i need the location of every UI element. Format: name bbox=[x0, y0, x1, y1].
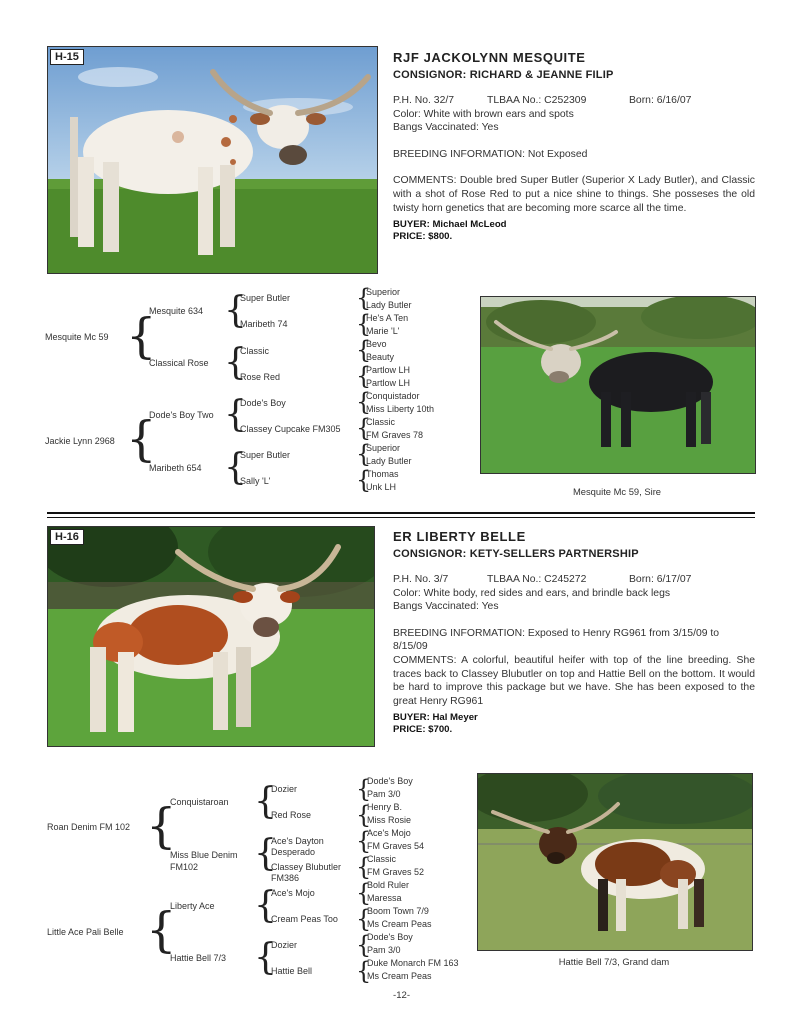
pedigree-gen2-item: Miss Blue Denim FM102 bbox=[170, 850, 238, 872]
animal-name: ER LIBERTY BELLE bbox=[393, 529, 526, 544]
brace: { bbox=[146, 902, 177, 958]
color-description: Color: White body, red sides and ears, and brindle back legs bbox=[393, 587, 671, 599]
pedigree-gen4-item: Classic bbox=[366, 417, 396, 427]
pedigree-gen3-item: Super Butler bbox=[240, 450, 291, 460]
lot-header-h16 bbox=[393, 529, 755, 735]
pedigree-gen3-item: Hattie Bell bbox=[271, 966, 313, 976]
brace: { bbox=[356, 801, 372, 829]
birth-date: Born: 6/17/07 bbox=[629, 574, 692, 585]
brace: { bbox=[356, 905, 372, 933]
pedigree-gen4-item: Ms Cream Peas bbox=[367, 919, 432, 929]
pedigree-gen4-item: He's A Ten bbox=[366, 313, 409, 323]
pedigree-gen2-item: Liberty Ace bbox=[170, 901, 215, 911]
pedigree-gen3-item: Rose Red bbox=[240, 372, 281, 382]
breeding-information: BREEDING INFORMATION: Exposed to Henry RG961 from 3/15/09 to 8/15/09 bbox=[393, 627, 720, 653]
pedigree-gen4-item: Unk LH bbox=[366, 482, 397, 492]
brace: { bbox=[146, 798, 177, 854]
grand-dam-photo-h16 bbox=[477, 773, 753, 951]
section-divider bbox=[47, 517, 755, 518]
cow-photo-h15 bbox=[48, 47, 377, 273]
tlbaa-number: TLBAA No.: C252309 bbox=[487, 95, 587, 106]
pedigree-gen3-item: Ace's Mojo bbox=[271, 888, 315, 898]
lot-info bbox=[393, 573, 755, 708]
brace: { bbox=[254, 937, 277, 978]
registration-row bbox=[393, 94, 755, 108]
color-description: Color: White with brown ears and spots bbox=[393, 108, 574, 120]
brace: { bbox=[356, 336, 372, 364]
breeding-information: BREEDING INFORMATION: Not Exposed bbox=[393, 148, 588, 160]
pedigree-gen4-item: FM Graves 52 bbox=[367, 867, 425, 877]
bull-photo bbox=[481, 297, 755, 473]
registration-row bbox=[393, 573, 755, 587]
animal-name: RJF JACKOLYNN MESQUITE bbox=[393, 50, 586, 65]
cow-photo-h16 bbox=[48, 527, 374, 746]
price: PRICE: $700. bbox=[393, 724, 453, 736]
brace: { bbox=[356, 284, 372, 312]
pedigree-gen4-item: Pam 3/0 bbox=[367, 945, 401, 955]
brace: { bbox=[254, 781, 277, 822]
ph-number: P.H. No. 3/7 bbox=[393, 574, 449, 585]
lot-header-h15 bbox=[393, 50, 755, 242]
pedigree-gen3-item: Ace's Dayton Desperado bbox=[271, 836, 324, 857]
brace: { bbox=[356, 957, 372, 985]
pedigree-gen4-item: Beauty bbox=[366, 352, 395, 362]
lot-info bbox=[393, 94, 755, 215]
pedigree-gen2-item: Maribeth 654 bbox=[149, 463, 202, 473]
pedigree-gen4-item: Marie 'L' bbox=[366, 326, 400, 336]
sire-photo-h15 bbox=[480, 296, 756, 474]
brace: { bbox=[126, 411, 157, 467]
pedigree-gen4-item: Duke Monarch FM 163 bbox=[367, 958, 459, 968]
pedigree-sire: Roan Denim FM 102 bbox=[47, 822, 131, 832]
buyer: BUYER: Michael McLeod bbox=[393, 219, 507, 231]
price: PRICE: $800. bbox=[393, 231, 453, 243]
pedigree-gen4-item: Ms Cream Peas bbox=[367, 971, 432, 981]
pedigree-gen4-item: Bevo bbox=[366, 339, 387, 349]
pedigree-gen4-item: Boom Town 7/9 bbox=[367, 906, 429, 916]
bangs-vaccinated: Bangs Vaccinated: Yes bbox=[393, 601, 499, 613]
pedigree-gen4-item: Maressa bbox=[367, 893, 402, 903]
pedigree-gen4-item: Miss Rosie bbox=[367, 815, 412, 825]
pedigree-gen4-item: Bold Ruler bbox=[367, 880, 410, 890]
comments: COMMENTS: A colorful, beautiful heifer with top of the line breeding. She traces back to Classey Blubutler on top and Hattie Bell on the bottom. It would be hard to improve this package but we have. She has been exposed to the great Henry RG961 bbox=[393, 654, 755, 707]
brace: { bbox=[356, 931, 372, 959]
brace: { bbox=[356, 440, 372, 468]
pedigree-gen3-item: Classic bbox=[240, 346, 270, 356]
pedigree-dam: Little Ace Pali Belle bbox=[47, 927, 124, 937]
brace: { bbox=[224, 447, 247, 488]
lot-photo-h15 bbox=[47, 46, 378, 274]
pedigree-gen2-item: Dode's Boy Two bbox=[149, 410, 214, 420]
brace: { bbox=[356, 388, 372, 416]
ph-number: P.H. No. 32/7 bbox=[393, 95, 455, 106]
pedigree-gen3-item: Cream Peas Too bbox=[271, 914, 338, 924]
consignor: CONSIGNOR: RICHARD & JEANNE FILIP bbox=[393, 69, 614, 81]
photo-caption: Mesquite Mc 59, Sire bbox=[572, 486, 662, 497]
pedigree-gen4-item: Lady Butler bbox=[366, 456, 412, 466]
brace: { bbox=[254, 833, 277, 874]
pedigree-gen4-item: Pam 3/0 bbox=[367, 789, 401, 799]
photo-caption: Hattie Bell 7/3, Grand dam bbox=[558, 956, 670, 967]
lot-id-badge: H-16 bbox=[50, 529, 84, 545]
pedigree-gen4-item: Partlow LH bbox=[366, 378, 411, 388]
pedigree-gen4-item: Lady Butler bbox=[366, 300, 412, 310]
brace: { bbox=[356, 362, 372, 390]
pedigree-gen3-item: Red Rose bbox=[271, 810, 312, 820]
pedigree-gen4-item: Superior bbox=[366, 443, 401, 453]
lot-photo-h16 bbox=[47, 526, 375, 747]
pedigree-gen4-item: Ace's Mojo bbox=[367, 828, 411, 838]
brace: { bbox=[356, 775, 372, 803]
tlbaa-number: TLBAA No.: C245272 bbox=[487, 574, 587, 585]
pedigree-gen4-item: FM Graves 54 bbox=[367, 841, 425, 851]
pedigree-gen4-item: Dode's Boy bbox=[367, 932, 413, 942]
pedigree-gen3-item: Dozier bbox=[271, 940, 298, 950]
pedigree-gen2-item: Hattie Bell 7/3 bbox=[170, 953, 227, 963]
brace: { bbox=[356, 827, 372, 855]
pedigree-gen3-item: Classey Cupcake FM305 bbox=[240, 424, 341, 434]
pedigree-gen2-item: Conquistaroan bbox=[170, 797, 229, 807]
consignor: CONSIGNOR: KETY-SELLERS PARTNERSHIP bbox=[393, 548, 639, 560]
brace: { bbox=[254, 885, 277, 926]
pedigree-gen4-item: Superior bbox=[366, 287, 401, 297]
section-divider bbox=[47, 512, 755, 514]
pedigree-gen4-item: Classic bbox=[367, 854, 397, 864]
pedigree-gen3-item: Dode's Boy bbox=[240, 398, 286, 408]
pedigree-gen2-item: Mesquite 634 bbox=[149, 306, 204, 316]
brace: { bbox=[356, 466, 372, 494]
pedigree-gen3-item: Maribeth 74 bbox=[240, 319, 288, 329]
brace: { bbox=[356, 879, 372, 907]
brace: { bbox=[224, 394, 247, 435]
brace: { bbox=[356, 310, 372, 338]
birth-date: Born: 6/16/07 bbox=[629, 95, 692, 106]
brace: { bbox=[224, 290, 247, 331]
brace: { bbox=[356, 414, 372, 442]
lot-id-badge: H-15 bbox=[50, 49, 84, 65]
pedigree-gen4-item: Thomas bbox=[366, 469, 399, 479]
pedigree-gen4-item: Conquistador bbox=[366, 391, 420, 401]
brace: { bbox=[126, 308, 157, 364]
brace: { bbox=[224, 342, 247, 383]
pedigree-gen3-item: Classey Blubutler FM386 bbox=[271, 862, 342, 883]
pedigree-gen2-item: Classical Rose bbox=[149, 358, 209, 368]
cow-photo bbox=[478, 774, 752, 950]
pedigree-gen3-item: Super Butler bbox=[240, 293, 291, 303]
pedigree-gen3-item: Sally 'L' bbox=[240, 476, 271, 486]
pedigree-gen4-item: FM Graves 78 bbox=[366, 430, 424, 440]
buyer: BUYER: Hal Meyer bbox=[393, 712, 478, 724]
pedigree-sire: Mesquite Mc 59 bbox=[45, 332, 109, 342]
pedigree-gen4-item: Henry B. bbox=[367, 802, 403, 812]
pedigree-gen4-item: Dode's Boy bbox=[367, 776, 413, 786]
comments: COMMENTS: Double bred Super Butler (Superior X Lady Butler), and Classic with a shot of Rose Red to put a nice shine to things. She posseses the old twisty horn genetics that are becoming more scarce all the time. bbox=[393, 175, 755, 214]
page-number: -12- bbox=[393, 990, 411, 1001]
pedigree-gen3-item: Dozier bbox=[271, 784, 298, 794]
brace: { bbox=[356, 853, 372, 881]
pedigree-dam: Jackie Lynn 2968 bbox=[45, 436, 115, 446]
pedigree-gen4-item: Partlow LH bbox=[366, 365, 411, 375]
pedigree-gen4-item: Miss Liberty 10th bbox=[366, 404, 435, 414]
bangs-vaccinated: Bangs Vaccinated: Yes bbox=[393, 122, 499, 134]
